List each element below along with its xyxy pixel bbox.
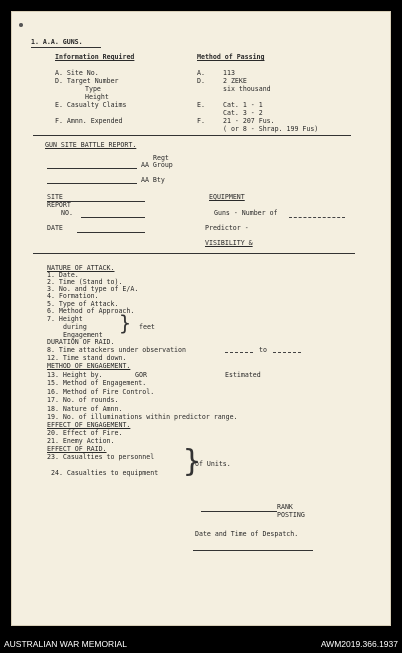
punch-hole: [19, 23, 23, 27]
attack-item: 5. Type of Attack.: [47, 300, 119, 308]
row-info: A. Site No.: [55, 69, 99, 77]
row-key: F.: [197, 117, 205, 125]
posting-label: POSTING: [277, 511, 305, 519]
section-divider: [33, 135, 351, 136]
section-heading: 1. A.A. GUNS.: [31, 38, 83, 46]
attack-item: during: [63, 323, 87, 331]
row-key: A.: [197, 69, 205, 77]
guns-label: Guns - Number of: [214, 209, 278, 217]
attack-item: 8. Time attackers under observation: [47, 346, 186, 354]
attack-item: 21. Enemy Action.: [47, 437, 115, 445]
attack-item: 1. Date.: [47, 271, 79, 279]
attack-item: 7. Height: [47, 315, 83, 323]
regt-label: Regt: [153, 154, 169, 162]
date-label: DATE: [47, 224, 63, 232]
attack-item: 18. Nature of Amnn.: [47, 405, 123, 413]
attack-item: 24. Casualties to equipment: [51, 469, 159, 477]
date-time-line: [193, 550, 313, 551]
footer-right: AWM2019.366.1937: [320, 639, 398, 649]
attack-item: 19. No. of illuminations within predictor range.: [47, 413, 238, 421]
rank-line: [201, 511, 277, 512]
attack-item: 17. No. of rounds.: [47, 396, 119, 404]
equipment-label: EQUIPMENT: [209, 193, 245, 201]
attack-item: 15. Method of Engagement.: [47, 379, 147, 387]
attack-item: 6. Method of Approach.: [47, 307, 135, 315]
site-label: SITE: [47, 193, 63, 201]
col-info-header: Information Required: [55, 53, 135, 61]
row-value: six thousand: [223, 85, 271, 93]
row-info: Height: [85, 93, 109, 101]
aa-group-label: AA Group: [141, 161, 173, 169]
to-label: to: [259, 346, 267, 354]
of-units-label: of Units.: [195, 460, 231, 468]
duration-heading: DURATION OF RAID.: [47, 338, 115, 346]
estimated-label: Estimated: [225, 371, 261, 379]
row-info: D. Target Number: [55, 77, 119, 85]
date-time-label: Date and Time of Despatch.: [195, 530, 299, 538]
effect-heading: EFFECT OF ENGAGEMENT.: [47, 421, 131, 429]
heading-underline: [31, 47, 101, 48]
row-value: 113: [223, 69, 235, 77]
predictor-label: Predictor -: [205, 224, 249, 232]
gor-label: GOR: [135, 371, 147, 379]
report-label: REPORT: [47, 201, 71, 209]
attack-item: 23. Casualties to personnel: [47, 453, 155, 461]
row-info: F. Amnn. Expended: [55, 117, 123, 125]
row-value: ( or 8 - Shrap. 199 Fus): [223, 125, 319, 133]
no-label: NO.: [61, 209, 73, 217]
obs-from-line: [225, 352, 253, 353]
no-line: [81, 217, 145, 218]
height-brace: }: [119, 311, 132, 335]
date-line: [77, 232, 145, 233]
row-key: E.: [197, 101, 205, 109]
obs-to-line: [273, 352, 301, 353]
aa-group-line: [47, 168, 137, 169]
row-value: Cat. 1 - 1: [223, 101, 263, 109]
report-title: GUN SITE BATTLE REPORT.: [45, 141, 137, 149]
attack-heading: NATURE OF ATTACK.: [47, 264, 115, 272]
row-value: 2 ZEKE: [223, 77, 247, 85]
row-info: Type: [85, 85, 101, 93]
raid-heading: EFFECT OF RAID.: [47, 445, 107, 453]
row-info: E. Casualty Claims: [55, 101, 127, 109]
row-value: Cat. 3 - 2: [223, 109, 263, 117]
attack-item: 20. Effect of Fire.: [47, 429, 123, 437]
visibility-label: VISIBILITY &: [205, 239, 253, 247]
attack-item: 13. Height by.: [47, 371, 103, 379]
feet-label: feet: [139, 323, 155, 331]
rank-label: RANK: [277, 503, 293, 511]
method-heading: METHOD OF ENGAGEMENT.: [47, 362, 131, 370]
attack-item: 16. Method of Fire Control.: [47, 388, 155, 396]
row-key: D.: [197, 77, 205, 85]
attack-item: 12. Time stand down.: [47, 354, 127, 362]
attack-item: 4. Formation.: [47, 292, 99, 300]
aa-bty-label: AA Bty: [141, 176, 165, 184]
col-method-header: Method of Passing: [197, 53, 265, 61]
attack-item: Engagement: [63, 331, 103, 339]
aa-bty-line: [47, 183, 137, 184]
row-value: 21 - 207 Fus.: [223, 117, 275, 125]
attack-item: 2. Time (Stand to).: [47, 278, 123, 286]
attack-item: 3. No. and type of E/A.: [47, 285, 139, 293]
footer-left: AUSTRALIAN WAR MEMORIAL: [4, 639, 127, 649]
casualties-brace: }: [183, 444, 202, 479]
section-divider: [33, 253, 355, 254]
document-page: [11, 11, 391, 626]
guns-line: [289, 217, 345, 218]
